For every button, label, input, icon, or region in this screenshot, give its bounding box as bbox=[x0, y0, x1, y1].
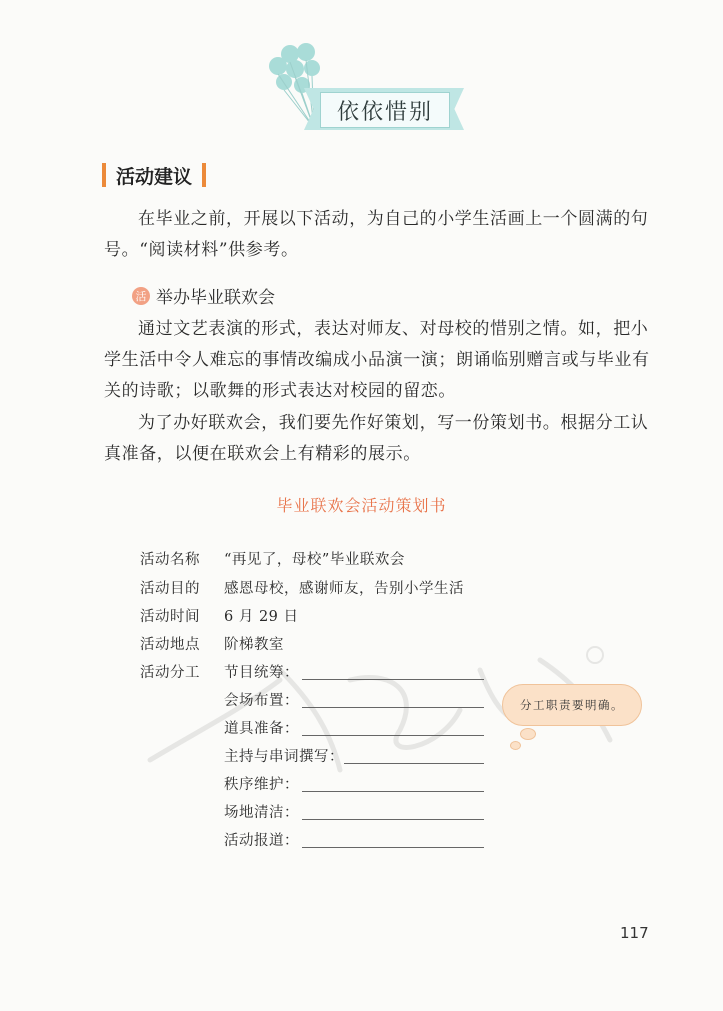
title-banner bbox=[262, 40, 472, 140]
plan-row-key: 活动时间 bbox=[140, 609, 200, 625]
bubble-text: 分工职责要明确。 bbox=[520, 698, 624, 712]
plan-row bbox=[140, 577, 464, 598]
plan-row-key: 活动分工 bbox=[140, 665, 200, 681]
accent-bar-right bbox=[202, 163, 206, 187]
intro-text: 在毕业之前，开展以下活动，为自己的小学生活画上一个圆满的句号。“阅读材料”供参考。 bbox=[104, 209, 649, 260]
section-header bbox=[102, 158, 206, 192]
intro-paragraph bbox=[104, 204, 664, 266]
task-label: 节目统筹： bbox=[224, 665, 299, 681]
bubble-dot bbox=[520, 728, 536, 740]
activity-bullet-icon: 活 bbox=[132, 287, 150, 305]
fill-in-line bbox=[302, 791, 484, 792]
activity-paragraph-1 bbox=[104, 314, 664, 407]
plan-row-value: 6 月 29 日 bbox=[224, 609, 299, 625]
plan-row bbox=[140, 548, 405, 569]
plan-row-value: 感恩母校，感谢师友，告别小学生活 bbox=[224, 581, 464, 597]
task-label: 主持与串词撰写： bbox=[224, 749, 344, 765]
task-item bbox=[224, 829, 299, 850]
task-label: 场地清洁： bbox=[224, 805, 299, 821]
task-label: 会场布置： bbox=[224, 693, 299, 709]
thought-bubble bbox=[502, 684, 642, 726]
plan-row-key: 活动名称 bbox=[140, 552, 200, 568]
plan-row-value: 阶梯教室 bbox=[224, 637, 284, 653]
task-label: 活动报道： bbox=[224, 833, 299, 849]
task-label: 道具准备： bbox=[224, 721, 299, 737]
fill-in-line bbox=[302, 819, 484, 820]
plan-title: 毕业联欢会活动策划书 bbox=[276, 496, 447, 515]
accent-bar-left bbox=[102, 163, 106, 187]
activity-paragraph-2 bbox=[104, 408, 664, 470]
task-item bbox=[224, 801, 299, 822]
task-label: 秩序维护： bbox=[224, 777, 299, 793]
plan-row bbox=[140, 605, 299, 626]
activity-heading bbox=[132, 283, 275, 308]
page-number: 117 bbox=[620, 924, 649, 942]
fill-in-line bbox=[302, 847, 484, 848]
activity-title: 举办毕业联欢会 bbox=[156, 288, 275, 308]
plan-row-key: 活动目的 bbox=[140, 581, 200, 597]
section-title: 活动建议 bbox=[116, 165, 193, 188]
page-title: 依依惜别 bbox=[320, 92, 450, 128]
plan-row-key: 活动地点 bbox=[140, 637, 200, 653]
activity-text-2: 为了办好联欢会，我们要先作好策划，写一份策划书。根据分工认真准备，以便在联欢会上有精彩的展示。 bbox=[104, 413, 649, 464]
plan-row-value: “再见了，母校”毕业联欢会 bbox=[224, 552, 405, 568]
activity-text-1: 通过文艺表演的形式，表达对师友、对母校的惜别之情。如，把小学生活中令人难忘的事情改编成小品演一演；朗诵临别赠言或与毕业有关的诗歌；以歌舞的形式表达对校园的留恋。 bbox=[104, 319, 650, 401]
bubble-dot bbox=[510, 741, 521, 750]
